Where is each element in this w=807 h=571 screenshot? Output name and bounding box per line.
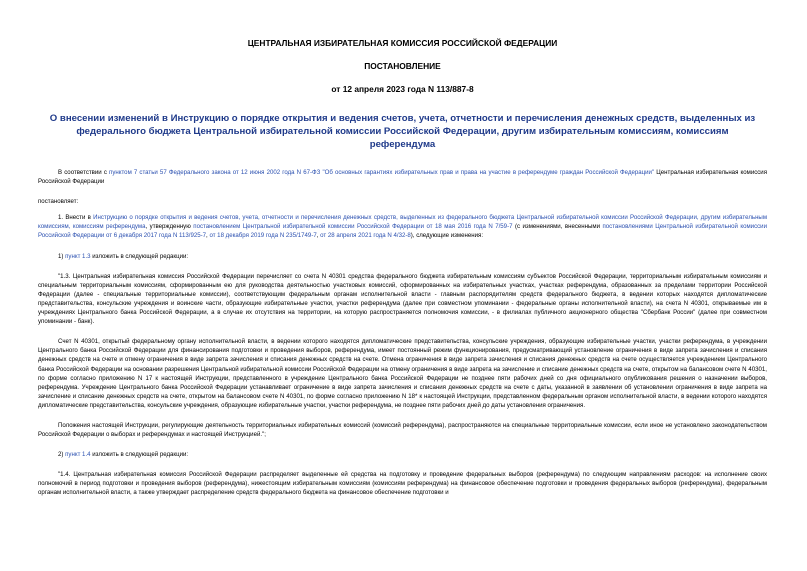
resolution-2017-link[interactable]: постановлениями Центральной избирательной комиссии Российской Федерации от 6 декабря 2017 года N 113/925-7 [38,223,767,240]
resolution-2019-link[interactable]: от 18 декабря 2019 года N 235/1749-7 [209,232,317,240]
item-1-text: ), следующие изменения: [410,232,484,240]
document-date-number: от 12 апреля 2023 года N 113/887-8 [331,84,474,94]
special-commissions-paragraph: Положения настоящей Инструкции, регулирующие деятельность территориальных избирательных комиссий (комиссий референдума), распространяются на специальные территориальные комиссии, если иное не установлено законодательством Российской Федерации о выборах и референдумах и настоящей Инструкцией."; [38,421,767,439]
subitem-2-paragraph [38,450,767,459]
resolution-2016-link[interactable]: постановлением Центральной избирательной комиссии Российской Федерации от 18 мая 2016 года N 7/59-7 [193,223,513,231]
instruction-link[interactable]: Инструкцию о порядке открытия и ведения счетов, учета, отчетности и перечисления денежных средств, выделенных из федерального бюджета Центральной избирательной комиссии Российской Федерации, другим избирательным комиссиям, комиссиям референдума [38,214,768,231]
item-1-text: , [206,232,210,240]
item-1-text: , утвержденную [145,223,194,231]
title-text-before: О внесении изменений в [49,113,171,124]
resolution-2021-link[interactable]: от 28 апреля 2021 года N 4/32-8 [320,232,411,240]
issuing-organization: ЦЕНТРАЛЬНАЯ ИЗБИРАТЕЛЬНАЯ КОМИССИЯ РОССИЙСКОЙ ФЕДЕРАЦИИ [247,38,558,48]
preamble-text: В соответствии с [58,169,110,176]
document-type: ПОСТАНОВЛЕНИЕ [364,61,441,71]
clause-1-4-quote: "1.4. Центральная избирательная комиссия Российской Федерации распределяет выделенные ей средства на подготовку и проведение федеральных выборов (референдума) по следующим направлениям расходов: на исполнение своих полномочий в период подготовки и проведения выборов (референдума), нижестоящим избирательным комиссиям (комиссиям референдума) на финансовое обеспечение подготовки и проведения федеральных выборов (референдума), федеральным органам исполнительной власти, а также утверждает распределение средств федерального бюджета на финансовое обеспечение подготовки и [38,471,767,497]
preamble-paragraph [38,168,767,186]
subitem-1-paragraph [38,252,767,261]
subitem-2-text: изложить в следующей редакции: [90,451,189,459]
preamble-text-end: Центральная избирательная комиссия Российской Федерации [38,169,768,186]
subitem-2-number: 2) [58,451,66,459]
item-1-text: (с изменениями, внесенными [512,223,603,231]
title-instruction-link[interactable]: Инструкцию о порядке открытия и ведения счетов, учета, отчетности и перечисления денежных средств, выделенных из федерального бюджета Центральной избирательной комиссии Российской Федерации, другим избирательным комиссиям, комиссиям референдума [76,113,756,150]
document-title [38,112,767,151]
item-1-text: 1. Внести в [58,214,94,222]
account-40301-paragraph: Счет N 40301, открытый федеральному органу исполнительной власти, в ведении которого находятся дипломатические представительства, консульские учреждения, образующие избирательные участки, участки референдума, в учреждении Центрального банка Российской Федерации для финансирования подготовки и проведения выборов, референдума, имеет постоянный режим функционирования, предусматривающий установление ограничения в виде запрета зачисления и списания денежных средств на счете и отмену ограничения в виде запрета зачисления и списания денежных средств на счете. Отмена ограничения в виде запрета зачисления и списания денежных средств на счете осуществляется учреждением Центрального банка Российской Федерации на основании разрешения Центральной избирательной комиссии Российской Федерации на отмену ограничения в виде запрета на зачисление и списание денежных средств на счете, открытом на балансовом счете N 40301, по форме согласно приложению N 17 к настоящей Инструкции, представленного в учреждение Центрального банка Российской Федерации не позднее пяти рабочих дней со дня официального опубликования решения о назначении выборов, референдума. Учреждение Центрального банка Российской Федерации устанавливает ограничение в виде запрета зачисления и списания денежных средств на счете с даты, указанной в заявлении об установлении ограничения в виде запрета на зачисление и списание денежных средств на счете, открытом на балансовом счете N 40301, по форме согласно приложению N 18* к настоящей Инструкции, представленном федеральным органом исполнительной власти, в ведении которого находятся дипломатические представительства, консульские учреждения, образующие избирательные участки, участки референдума, не позднее пяти рабочих дней до даты установления ограничения. [38,338,767,409]
item-1-paragraph [38,213,767,240]
clause-1-3-quote: "1.3. Центральная избирательная комиссия Российской Федерации перечисляет со счета N 40301 средства федерального бюджета избирательным комиссиям субъектов Российской Федерации, территориальным избирательным комиссиям и специальным территориальным комиссиям, сформированным ею для руководства деятельностью участковых комиссий, сформированных на избирательных участках, участках референдума, образованных за пределами территории Российской Федерации (далее - специальные территориальные комиссии), соответствующим федеральным органам исполнительной власти - главным распорядителям средств федерального бюджета, в ведении которых находятся дипломатические представительства, консульские учреждения и воинские части, образующие избирательные участки, участки референдума (далее при совместном упоминании - федеральные органы исполнительной власти), на счета N 40301, открываемые им в учреждениях Центрального банка Российской Федерации, а в случае их отсутствия на территории, на которую распространяется полномочия комиссии, - в филиалах публичного акционерного общества "Сбербанк России" (далее при совместном упоминании - банк). [38,272,767,326]
item-1-text: , [316,232,321,240]
resolves-line: постановляет: [38,198,79,206]
clause-1-3-link[interactable]: пункт 1.3 [65,252,91,260]
subitem-1-number: 1) [58,252,66,260]
subitem-1-text: изложить в следующей редакции: [90,252,189,260]
law-article-link[interactable]: пунктом 7 статьи 57 Федерального закона от 12 июня 2002 года N 67-ФЗ "Об основных гарантиях избирательных прав и права на участие в референдуме граждан Российской Федерации" [109,169,655,176]
clause-1-4-link[interactable]: пункт 1.4 [65,451,91,459]
